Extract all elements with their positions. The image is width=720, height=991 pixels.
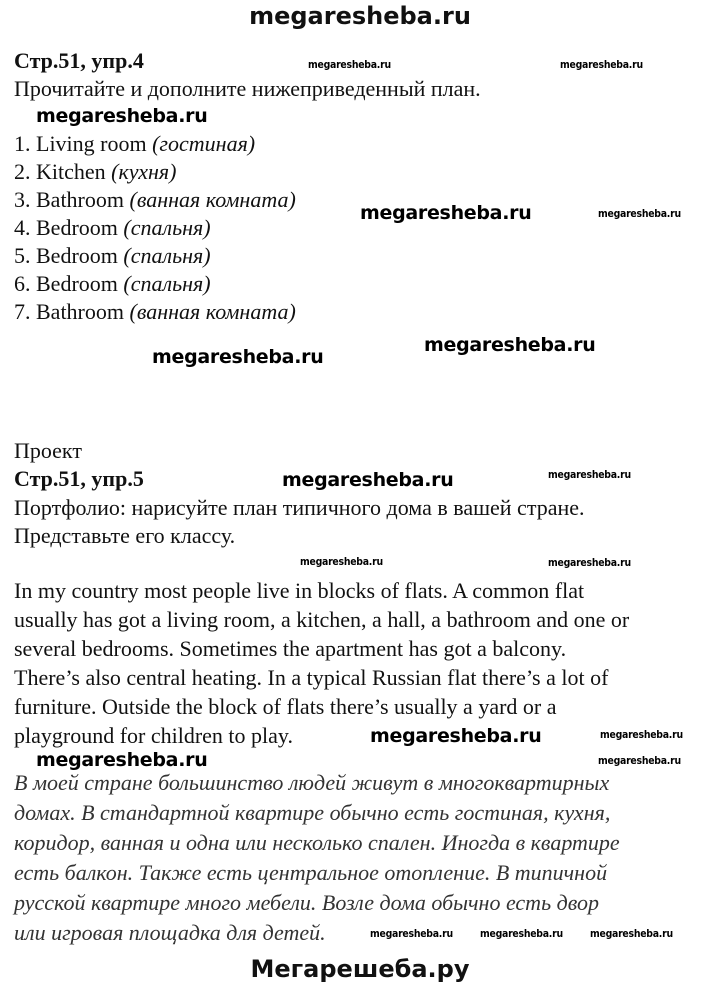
watermark: megaresheba.ru: [548, 556, 631, 569]
watermark: megaresheba.ru: [370, 927, 453, 940]
watermark: megaresheba.ru: [36, 749, 208, 771]
item-en: 1. Living room: [14, 131, 147, 156]
exercise-5-instruction: Представьте его классу.: [14, 523, 236, 548]
watermark: megaresheba.ru: [152, 346, 324, 368]
text-line: usually has got a living room, a kitchen, a hall, a bathroom and one or: [14, 607, 630, 632]
item-en: 3. Bathroom: [14, 187, 124, 212]
watermark: megaresheba.ru: [598, 754, 681, 767]
text-line: или игровая площадка для детей.: [14, 920, 326, 945]
list-item: [14, 187, 296, 213]
exercise-5-title: Стр.51, упр.5: [14, 466, 144, 491]
watermark: megaresheba.ru: [282, 469, 454, 491]
item-ru: (ванная комната): [129, 299, 296, 324]
text-line: есть балкон. Также есть центральное отопление. В типичной: [14, 860, 608, 885]
watermark: megaresheba.ru: [308, 58, 391, 71]
text-line: playground for children to play.: [14, 723, 293, 748]
item-ru: (спальня): [123, 271, 211, 296]
watermark: megaresheba.ru: [600, 728, 683, 741]
item-en: 4. Bedroom: [14, 215, 118, 240]
item-ru: (спальня): [123, 243, 211, 268]
watermark: megaresheba.ru: [36, 105, 208, 127]
item-en: 2. Kitchen: [14, 159, 106, 184]
text-line: In my country most people live in blocks of flats. A common flat: [14, 578, 585, 603]
text-line: В моей стране большинство людей живут в многоквартирных: [14, 770, 610, 795]
watermark: megaresheba.ru: [424, 334, 596, 356]
watermark: megaresheba.ru: [300, 555, 383, 568]
item-en: 6. Bedroom: [14, 271, 118, 296]
item-ru: (ванная комната): [129, 187, 296, 212]
list-item: [14, 159, 176, 185]
text-line: домах. В стандартной квартире обычно есть гостиная, кухня,: [14, 800, 611, 825]
text-line: several bedrooms. Sometimes the apartment has got a balcony.: [14, 636, 567, 661]
section-label: Проект: [14, 438, 82, 463]
watermark: megaresheba.ru: [590, 927, 673, 940]
site-footer: Мегарешеба.ру: [250, 955, 470, 983]
watermark: megaresheba.ru: [560, 58, 643, 71]
site-header: megaresheba.ru: [249, 2, 471, 30]
item-en: 5. Bedroom: [14, 243, 118, 268]
watermark: megaresheba.ru: [360, 202, 532, 224]
list-item: [14, 215, 211, 241]
item-ru: (кухня): [111, 159, 177, 184]
watermark: megaresheba.ru: [480, 927, 563, 940]
text-line: furniture. Outside the block of flats there’s usually a yard or a: [14, 694, 557, 719]
list-item: [14, 131, 255, 157]
item-ru: (спальня): [123, 215, 211, 240]
list-item: [14, 299, 296, 325]
list-item: [14, 271, 211, 297]
list-item: [14, 243, 211, 269]
text-line: русской квартире много мебели. Возле дома обычно есть двор: [14, 890, 599, 915]
exercise-4-title: Стр.51, упр.4: [14, 48, 144, 73]
watermark: megaresheba.ru: [598, 207, 681, 220]
text-line: коридор, ванная и одна или несколько спален. Иногда в квартире: [14, 830, 620, 855]
watermark: megaresheba.ru: [370, 725, 542, 747]
watermark: megaresheba.ru: [548, 468, 631, 481]
exercise-5-instruction: Портфолио: нарисуйте план типичного дома в вашей стране.: [14, 495, 585, 520]
item-en: 7. Bathroom: [14, 299, 124, 324]
text-line: There’s also central heating. In a typical Russian flat there’s a lot of: [14, 665, 609, 690]
exercise-4-instruction: Прочитайте и дополните нижеприведенный план.: [14, 76, 481, 101]
item-ru: (гостиная): [152, 131, 256, 156]
